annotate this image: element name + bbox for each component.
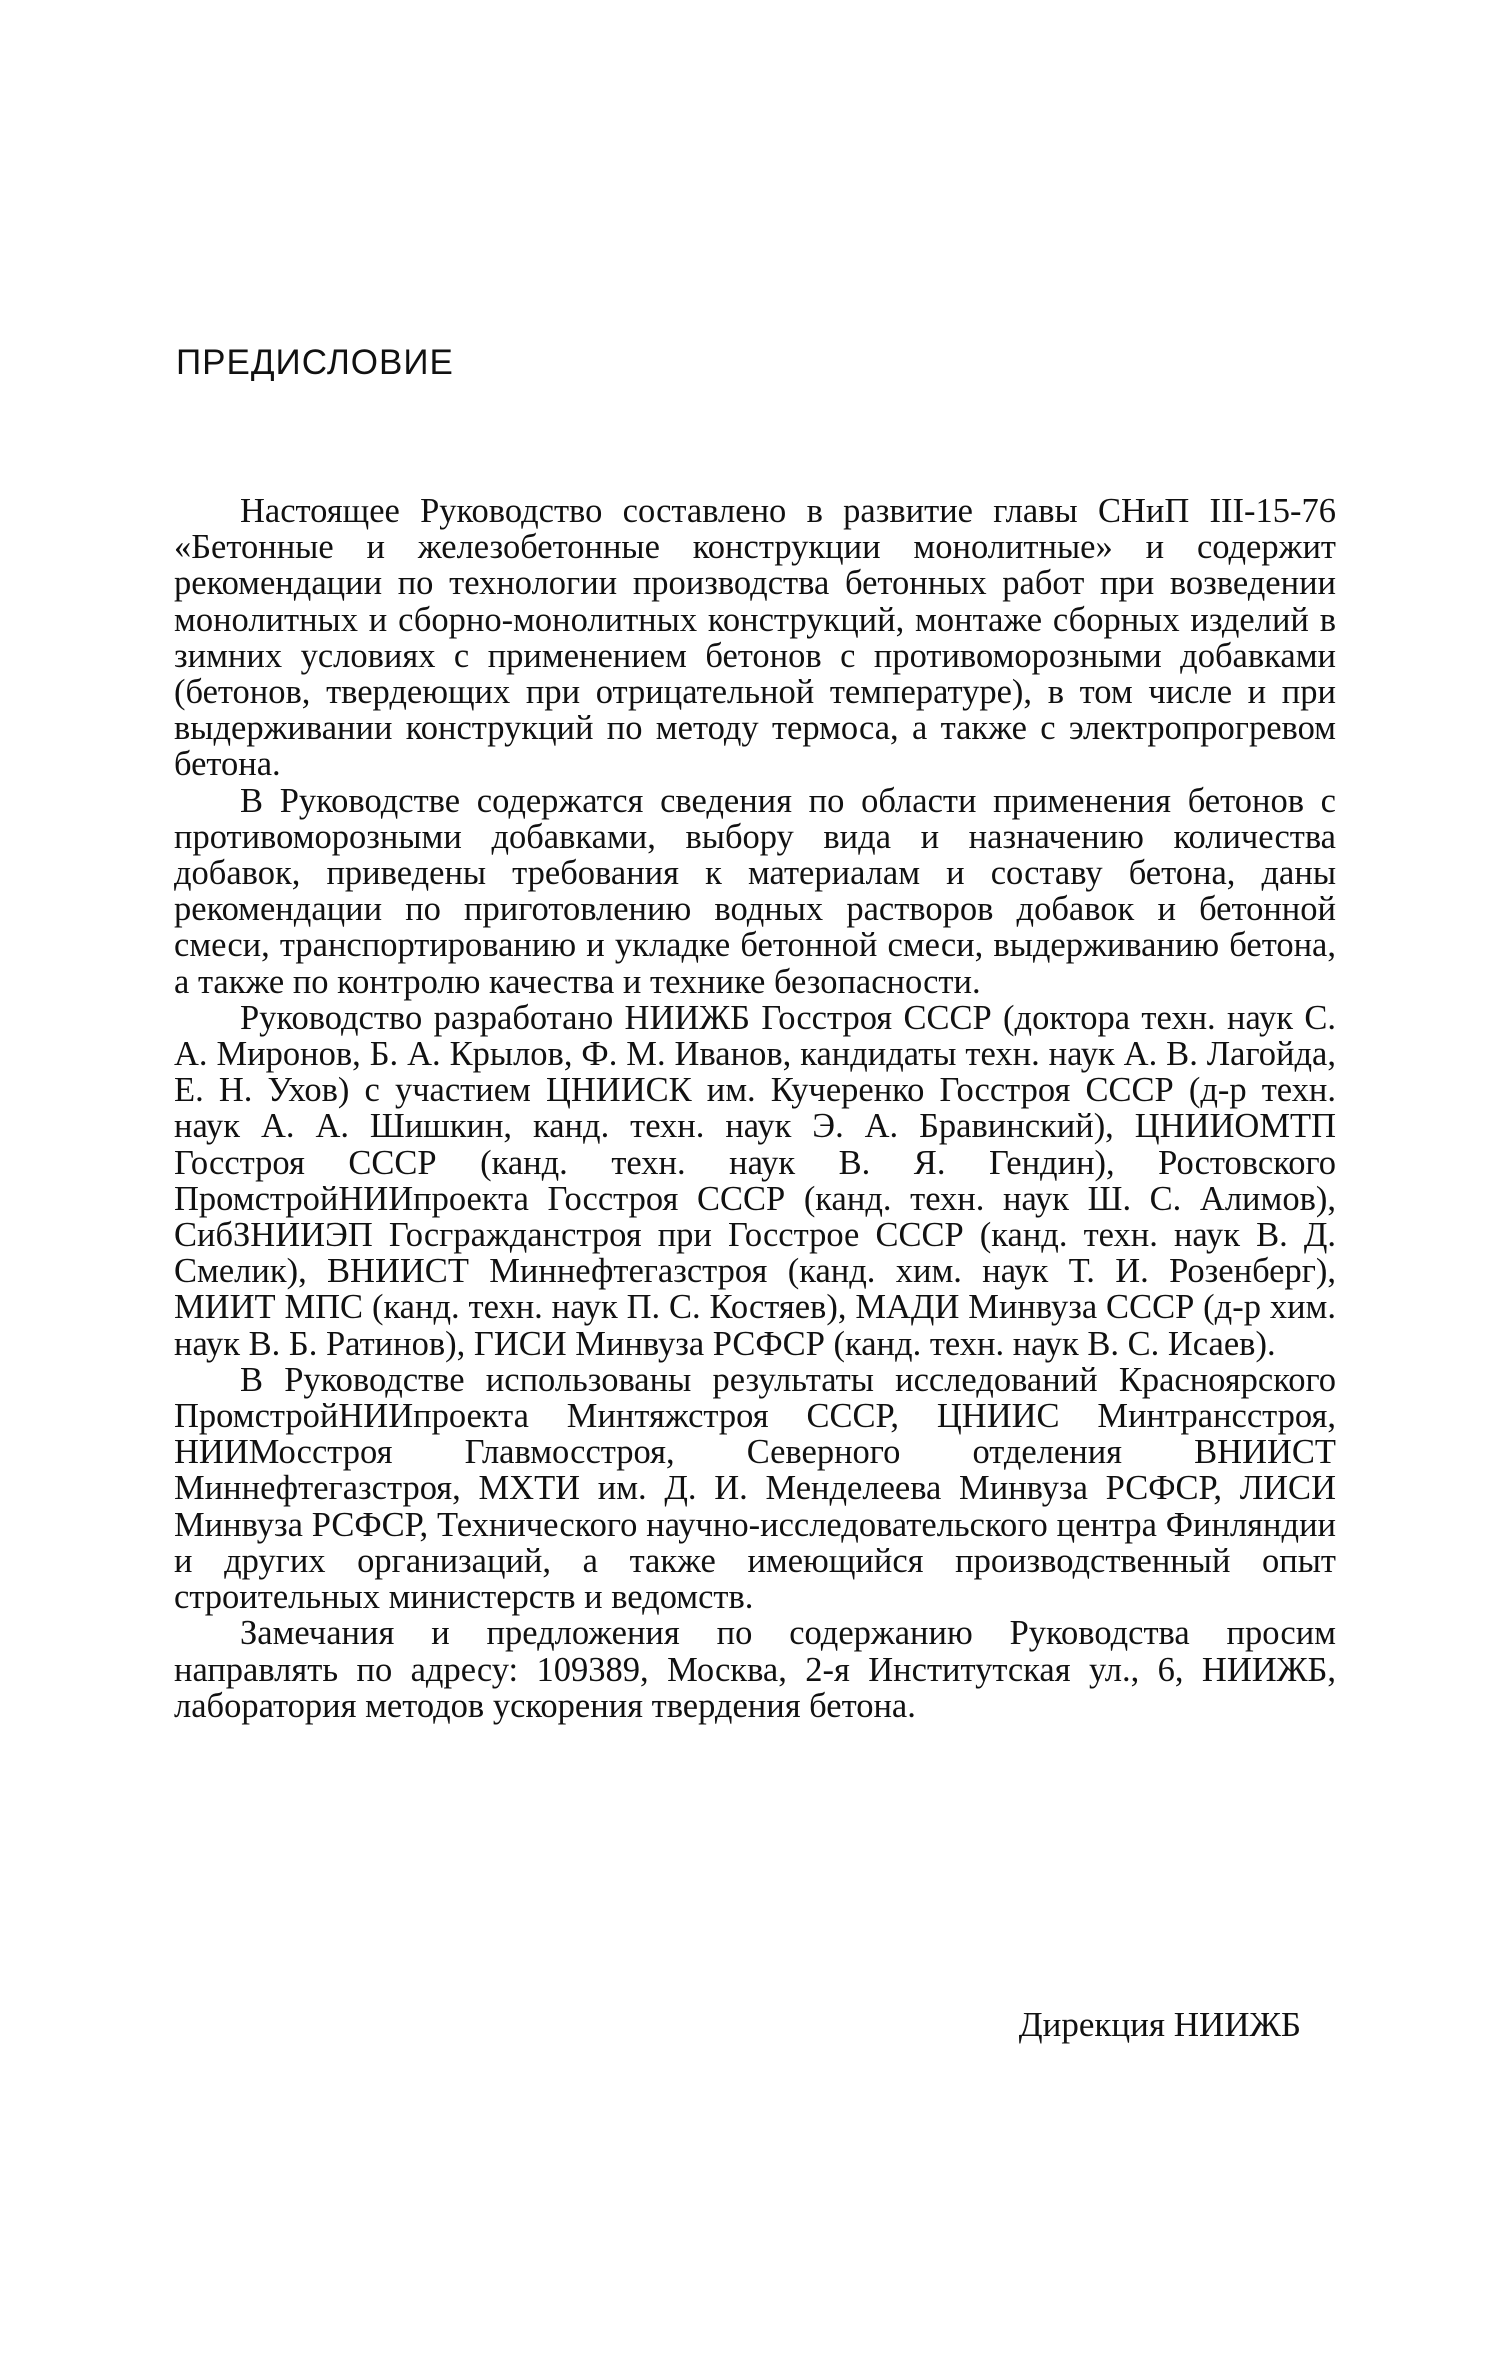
- paragraph-authors: Руководство разработано НИИЖБ Госстроя СССР (доктора техн. наук С. А. Миронов, Б. А. Крылов, Ф. М. Иванов, кандидаты техн. наук А. В. Лагойда, Е. Н. Ухов) с участием ЦНИИСК им. Кучеренко Госстроя СССР (д-р техн. наук А. А. Шишкин, канд. техн. наук Э. А. Бравинский), ЦНИИОМТП Госстроя СССР (канд. техн. наук В. Я. Гендин), Ростовского ПромстройНИИпроекта Госстроя СССР (канд. техн. наук Ш. С. Алимов), СибЗНИИЭП Госгражданстроя при Госстрое СССР (канд. техн. наук В. Д. Смелик), ВНИИСТ Миннефтегазстроя (канд. хим. наук Т. И. Розенберг), МИИТ МПС (канд. техн. наук П. С. Костяев), МАДИ Минвуза СССР (д-р хим. наук В. Б. Ратинов), ГИСИ Минвуза РСФСР (канд. техн. наук В. С. Исаев).: [174, 998, 1336, 1363]
- paragraph-purpose: Настоящее Руководство составлено в развитие главы СНиП III-15-76 «Бетонные и железобетонные конструкции монолитные» и содержит рекомендации по технологии производства бетонных работ при возведении монолитных и сборно-монолитных конструкций, монтаже сборных изделий в зимних условиях с применением бетонов с противоморозными добавками (бетонов, твердеющих при отрицательной температуре), в том числе и при выдерживании конструкций по методу термоса, а также с электропрогревом бетона.: [174, 492, 1336, 784]
- paragraph-feedback: Замечания и предложения по содержанию Руководства просим направлять по адресу: 109389, Москва, 2-я Институтская ул., 6, НИИЖБ, лаборатория методов ускорения твердения бетона.: [174, 1614, 1336, 1725]
- paragraph-contents: В Руководстве содержатся сведения по области применения бетонов с противоморозными добавками, выбору вида и назначению количества добавок, приведены требования к материалам и составу бетона, даны рекомендации по приготовлению водных растворов добавок и бетонной смеси, транспортированию и укладке бетонной смеси, выдерживанию бетона, а также по контролю качества и технике безопасности.: [174, 781, 1336, 1001]
- page-title: ПРЕДИСЛОВИЕ: [176, 343, 454, 382]
- signature: Дирекция НИИЖБ: [1018, 2005, 1301, 2044]
- paragraph-sources: В Руководстве использованы результаты исследований Красноярского ПромстройНИИпроекта Минтяжстроя СССР, ЦНИИС Минтрансстроя, НИИМосстроя Главмосстроя, Северного отделения ВНИИСТ Миннефтегазстроя, МХТИ им. Д. И. Менделеева Минвуза РСФСР, ЛИСИ Минвуза РСФСР, Технического научно-исследовательского центра Финляндии и других организаций, а также имеющийся производственный опыт строительных министерств и ведомств.: [174, 1360, 1336, 1617]
- preface-body: [174, 493, 1336, 1724]
